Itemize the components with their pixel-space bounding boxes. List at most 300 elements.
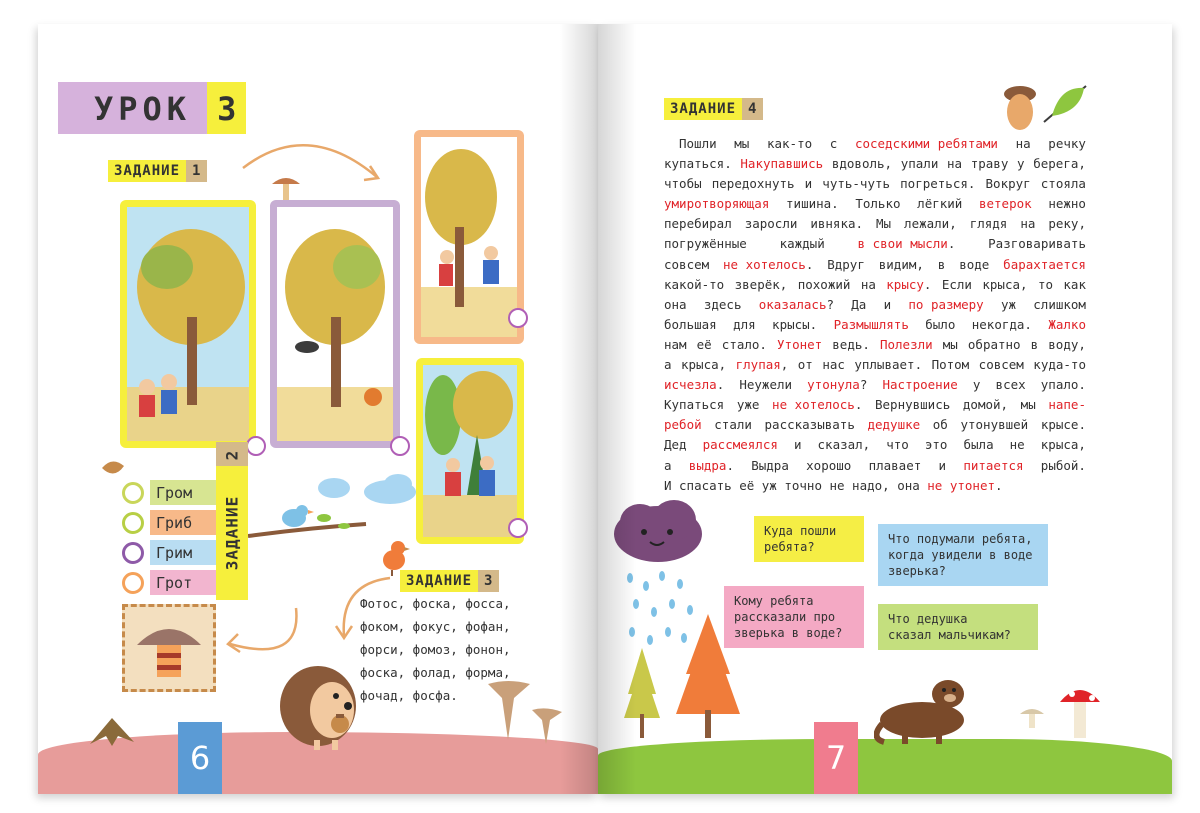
story-word	[876, 214, 891, 234]
story-word	[1003, 255, 1086, 275]
story-word	[988, 234, 1086, 254]
word: реку,	[1048, 216, 1086, 232]
story-word	[970, 214, 1008, 234]
story-word	[979, 194, 1032, 214]
page-number-text: 7	[825, 739, 847, 777]
story-word	[664, 315, 717, 335]
word: не	[1009, 437, 1025, 453]
page-number-right	[814, 722, 858, 794]
story-word	[1041, 435, 1086, 455]
highlighted-word: утонула	[807, 377, 860, 393]
word: ведь.	[832, 336, 870, 352]
story-word	[777, 335, 822, 355]
word: купаться.	[664, 156, 732, 172]
task2-label: ЗАДАНИЕ	[222, 495, 242, 571]
word: обратно	[967, 336, 1021, 352]
story-word	[979, 355, 1024, 375]
picture-autumn-tree-1	[120, 200, 256, 448]
highlighted-word: Настроение	[882, 377, 958, 393]
story-word	[737, 395, 760, 415]
word: мы	[1020, 397, 1036, 413]
story-word	[1048, 194, 1086, 214]
word: а	[664, 457, 672, 473]
option-word: Грим	[150, 540, 220, 565]
word: и	[883, 296, 892, 312]
question-line: когда увидели в воде	[888, 548, 1033, 562]
word: а	[664, 357, 672, 373]
highlighted-word: оказалась	[758, 296, 827, 312]
word: домой,	[962, 397, 1009, 413]
highlighted-word: Жалко	[1048, 316, 1086, 332]
option-radio[interactable]	[122, 482, 144, 504]
highlighted-word: по размеру	[908, 296, 984, 312]
word: Потом	[931, 357, 970, 373]
task1-number: 1	[186, 160, 207, 182]
story-line	[664, 415, 1086, 435]
story-line	[664, 395, 1086, 415]
word: погреться.	[900, 176, 976, 192]
story-word	[886, 275, 931, 295]
story-word	[963, 456, 1023, 476]
option-row[interactable]	[122, 570, 220, 595]
word: было	[925, 316, 956, 332]
story-word	[938, 255, 946, 275]
story-word	[664, 476, 672, 496]
word: ?	[859, 377, 868, 393]
picture-children-tree	[414, 130, 524, 344]
task3-number: 3	[478, 570, 499, 592]
story-word	[733, 315, 756, 335]
question-line: Куда пошли	[764, 524, 837, 538]
story-word	[1041, 375, 1086, 395]
word: на	[947, 156, 963, 172]
lesson-number: 3	[207, 82, 246, 134]
story-word	[734, 134, 749, 154]
word: Выдра	[751, 457, 789, 473]
word: стало.	[721, 336, 767, 352]
word: всех	[995, 377, 1026, 393]
option-row[interactable]	[122, 480, 220, 505]
story-word	[784, 476, 822, 496]
story-word	[679, 134, 717, 154]
word: рассказывать	[764, 417, 855, 433]
word: у	[972, 377, 981, 393]
story-word	[901, 154, 939, 174]
task2-number: 2	[222, 449, 242, 461]
story-word	[932, 355, 970, 375]
word: куда-то	[1033, 357, 1086, 373]
story-word	[807, 375, 867, 395]
story-word	[1010, 435, 1025, 455]
word-line: Фотос, фоска, фосса,	[360, 596, 511, 611]
story-word	[827, 255, 865, 275]
word: Вернувшись	[875, 397, 951, 413]
word: на	[1015, 136, 1031, 151]
story-line	[664, 476, 1086, 496]
word-line: фоска, фолад, форма,	[360, 665, 511, 680]
checkbox-picture-3[interactable]	[508, 308, 528, 328]
page-number-text: 6	[189, 739, 211, 777]
story-word	[818, 435, 871, 455]
story-line	[664, 335, 1086, 355]
highlighted-word: питается	[963, 457, 1024, 473]
word: уж	[761, 477, 777, 493]
word: мы	[734, 136, 750, 151]
highlighted-word: глупая	[735, 357, 781, 373]
story-word	[767, 134, 812, 154]
mushroom-icon	[125, 607, 213, 689]
story-word	[772, 395, 862, 415]
story-word	[798, 275, 851, 295]
highlighted-word: исчезла	[664, 377, 717, 393]
word: что	[886, 437, 909, 453]
hedgehog-icon	[274, 650, 366, 750]
story-word	[1048, 395, 1086, 415]
autumn-tree-icon	[127, 207, 249, 441]
story-word	[740, 154, 823, 174]
word: плавает	[868, 457, 922, 473]
story-word	[759, 295, 834, 315]
story-word	[1033, 355, 1086, 375]
story-word	[794, 435, 802, 455]
word: чтобы	[664, 176, 702, 192]
task4-heading	[664, 98, 763, 120]
highlighted-word: ребой	[664, 417, 702, 433]
word: зверёк,	[734, 276, 788, 292]
story-word	[664, 154, 732, 174]
word: .	[854, 397, 863, 413]
story-word	[664, 335, 687, 355]
word: рыбой.	[1040, 457, 1086, 473]
word: глядя	[969, 216, 1008, 232]
story-line	[664, 174, 1086, 194]
question-line: сказал мальчикам?	[888, 628, 1011, 642]
word: .	[947, 236, 956, 252]
word: она	[897, 477, 920, 493]
story-word	[714, 415, 752, 435]
story-word	[939, 456, 947, 476]
story-word	[971, 154, 1009, 174]
word: как-то	[766, 136, 813, 151]
story-word	[855, 134, 998, 154]
word: речку	[1048, 136, 1086, 151]
autumn-tree-icon	[421, 137, 517, 337]
word: перебирал	[664, 216, 732, 232]
story-word	[963, 395, 1008, 415]
highlighted-word: в свои мысли	[857, 236, 948, 252]
word: была	[963, 437, 994, 453]
word: какой-то	[664, 276, 725, 292]
story-word	[739, 476, 754, 496]
story-word	[822, 174, 890, 194]
story-word	[798, 355, 813, 375]
highlighted-word: соседскими ребятами	[854, 136, 998, 151]
word: на	[1020, 216, 1036, 232]
question-card	[754, 516, 864, 562]
highlighted-word: крысу	[886, 276, 924, 292]
word: упало.	[1040, 377, 1086, 393]
task1-label: ЗАДАНИЕ	[108, 160, 186, 182]
story-word	[1017, 154, 1025, 174]
story-word	[900, 174, 975, 194]
word: .	[995, 477, 1003, 493]
highlighted-word: Накупавшись	[740, 156, 824, 172]
word: видим,	[878, 256, 924, 272]
story-word	[852, 476, 890, 496]
option-word: Гром	[150, 480, 220, 505]
story-line	[664, 255, 1086, 275]
story-line	[664, 295, 1086, 315]
highlighted-word: не хотелось	[723, 256, 806, 272]
word: .	[726, 457, 734, 473]
word: это	[924, 437, 948, 453]
story-line	[664, 275, 1086, 295]
forest-icon	[423, 365, 517, 537]
story-word	[1048, 335, 1086, 355]
story-word	[861, 275, 876, 295]
word: воду,	[1048, 336, 1086, 352]
story-word	[664, 295, 687, 315]
story-word	[664, 194, 769, 214]
leaf-icon	[100, 456, 126, 480]
question-card	[878, 524, 1048, 586]
word: крыса,	[1040, 437, 1086, 453]
mushroom-icon	[484, 676, 568, 746]
question-card	[878, 604, 1038, 650]
story-word	[933, 415, 948, 435]
option-word: Грот	[150, 570, 220, 595]
checkbox-picture-2[interactable]	[390, 436, 410, 456]
story-word	[1031, 335, 1039, 355]
story-word	[697, 335, 712, 355]
word: лежали,	[904, 216, 957, 232]
word: большая	[664, 316, 717, 332]
story-word	[867, 415, 920, 435]
story-word	[664, 255, 709, 275]
story-word	[851, 295, 866, 315]
word: её	[739, 477, 755, 493]
highlighted-word: не утонет	[927, 477, 995, 493]
word: Разговаривать	[988, 236, 1086, 252]
story-line	[664, 315, 1086, 335]
word: Да	[851, 296, 867, 312]
task3-heading	[400, 570, 499, 592]
word: крыса,	[681, 357, 727, 373]
word: с	[829, 136, 838, 151]
story-word	[960, 415, 1028, 435]
word: Пошли	[679, 136, 717, 151]
option-radio[interactable]	[122, 572, 144, 594]
word: утонувшей	[960, 417, 1029, 433]
question-line: зверька в воде?	[734, 626, 843, 640]
story-word	[689, 456, 734, 476]
story-word	[739, 375, 792, 395]
word: совсем	[664, 256, 710, 272]
word-line: форси, фомоз, фонон,	[360, 642, 511, 657]
word: об	[932, 417, 948, 433]
word-line: фочад, фосфа.	[360, 688, 458, 703]
story-word	[805, 174, 813, 194]
story-line	[664, 194, 1086, 214]
word: нежно	[1048, 196, 1086, 212]
word: надо,	[852, 477, 890, 493]
highlighted-word: напе-	[1048, 397, 1086, 413]
highlighted-word: Утонет	[777, 336, 823, 352]
word: слишком	[1033, 296, 1086, 312]
word: Мы	[876, 216, 892, 232]
story-line	[664, 435, 1086, 455]
word: мы	[942, 336, 958, 352]
autumn-tree-icon	[277, 207, 393, 441]
story-word	[664, 355, 672, 375]
story-word	[1020, 214, 1035, 234]
lesson-label: УРОК	[58, 82, 207, 134]
story-word	[806, 456, 851, 476]
otter-icon	[874, 668, 984, 748]
story-word	[982, 275, 1027, 295]
story-word	[858, 234, 956, 254]
word: .	[716, 377, 725, 393]
arrow-icon	[238, 128, 388, 188]
tree-icon	[612, 614, 762, 744]
story-word	[875, 395, 950, 415]
story-word	[723, 255, 813, 275]
story-word	[880, 335, 933, 355]
story-word	[664, 395, 724, 415]
option-row[interactable]	[122, 510, 220, 535]
story-line	[664, 456, 1086, 476]
word: каждый	[779, 236, 825, 252]
bird-on-branch-icon	[248, 498, 368, 548]
mushroom-icon	[270, 172, 302, 202]
word: некогда.	[971, 316, 1032, 332]
word: она	[664, 296, 687, 312]
story-word	[664, 214, 732, 234]
task4-number: 4	[742, 98, 763, 120]
highlighted-word: умиротворяющая	[664, 196, 770, 212]
word: то	[1037, 276, 1053, 292]
story-word	[897, 476, 920, 496]
story-word	[886, 435, 909, 455]
story-word	[869, 456, 922, 476]
word: берега,	[1033, 156, 1086, 172]
word: упали	[900, 156, 939, 172]
story-word	[964, 435, 994, 455]
story-word	[884, 295, 892, 315]
story-word	[908, 295, 983, 315]
word: стали	[714, 417, 752, 433]
question-line: рассказали про	[734, 610, 836, 624]
word: .	[923, 276, 932, 292]
story-word	[830, 134, 838, 154]
story-word	[762, 476, 777, 496]
highlighted-word: не хотелось	[772, 397, 855, 413]
word: и	[938, 457, 947, 473]
story-line	[664, 154, 1086, 174]
story-word	[765, 415, 855, 435]
highlighted-word: Размышлять	[833, 316, 909, 332]
story-word	[942, 275, 972, 295]
task4-label: ЗАДАНИЕ	[664, 98, 742, 120]
acorn-icon	[1000, 82, 1092, 136]
story-word	[996, 375, 1026, 395]
word: совсем	[978, 357, 1024, 373]
word: Только	[855, 196, 901, 212]
option-radio[interactable]	[122, 542, 144, 564]
option-word: Гриб	[150, 510, 220, 535]
story-word	[664, 456, 672, 476]
story-word	[1033, 154, 1086, 174]
story-word	[829, 476, 844, 496]
story-line	[664, 234, 1086, 254]
story-word	[986, 174, 1031, 194]
story-word	[664, 275, 724, 295]
story-word	[973, 375, 981, 395]
word: уж	[1000, 296, 1016, 312]
question-line: ребята?	[764, 540, 815, 554]
left-page	[38, 24, 598, 794]
story-word	[1048, 134, 1086, 154]
word: заросли	[744, 216, 798, 232]
story-word	[664, 174, 702, 194]
story-word	[968, 335, 1021, 355]
word: ивняка.	[810, 216, 864, 232]
picture-autumn-tree-2	[270, 200, 400, 448]
story-word	[834, 315, 909, 335]
word: от	[797, 357, 813, 373]
word: не	[829, 477, 845, 493]
word-line: фоком, фокус, фофан,	[360, 619, 511, 634]
word: её	[696, 336, 712, 352]
word: передохнуть	[711, 176, 795, 192]
word: тишина.	[786, 196, 839, 212]
word: лёгкий	[917, 196, 963, 212]
story-word	[879, 255, 924, 275]
highlighted-word: Полезли	[879, 336, 933, 352]
story-word	[1033, 295, 1086, 315]
word: Вдруг	[827, 256, 865, 272]
word: крыса,	[982, 276, 1028, 292]
story-word	[822, 355, 845, 375]
story-word	[810, 214, 863, 234]
word: траву	[970, 156, 1009, 172]
word: погружённые	[664, 236, 747, 252]
option-row[interactable]	[122, 540, 220, 565]
story-word	[664, 435, 687, 455]
word: здесь	[703, 296, 742, 312]
highlighted-word: барахтается	[1003, 256, 1086, 272]
word: похожий	[797, 276, 851, 292]
checkbox-picture-1[interactable]	[246, 436, 266, 456]
word: Если	[941, 276, 972, 292]
word: ?	[826, 296, 835, 312]
task1-heading	[108, 160, 207, 182]
story-word	[664, 415, 702, 435]
story-word	[972, 315, 1032, 335]
story-word	[679, 476, 732, 496]
word: И	[664, 477, 672, 493]
word: у	[1017, 156, 1025, 172]
story-word	[925, 435, 948, 455]
story-word	[904, 214, 957, 234]
option-radio[interactable]	[122, 512, 144, 534]
word: стояла	[1040, 176, 1086, 192]
story-word	[1048, 214, 1086, 234]
checkbox-picture-4[interactable]	[508, 518, 528, 538]
story-word	[925, 315, 955, 335]
question-line: зверька?	[888, 564, 946, 578]
word: ,	[780, 357, 789, 373]
